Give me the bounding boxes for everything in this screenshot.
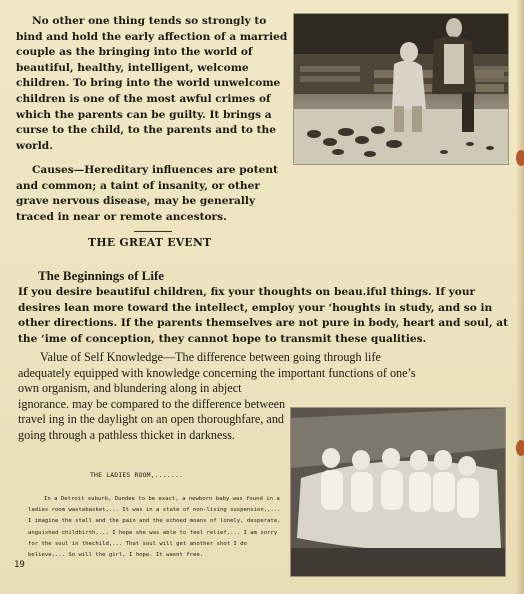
page-tab-marker [516, 440, 524, 456]
section-heading: THE GREAT EVENT [88, 236, 212, 249]
page-number: 19 [14, 560, 25, 570]
paragraph-beginnings: If you desire beautiful children, fix your thoughts on beau.iful things. If your desires lean more toward the intellect, employ your ‘houghts in study, and so in other directions. If the parents themselves are not pure in body, heart and soul, at the ‘ime of conception, they cannot hope to transmit these qualities. [18, 286, 508, 345]
photo-couple-illustration [294, 14, 508, 164]
photo-couple-on-bench [294, 14, 508, 164]
page-tab-marker [516, 150, 524, 166]
photo-infants [291, 408, 505, 576]
typed-note-title: THE LADIES ROOM,....... [90, 471, 184, 479]
paragraph-knowledge-intro [18, 350, 494, 381]
knowledge-line-1: Value of Self Knowledge—The difference between going through life [40, 350, 381, 364]
paragraph-causes: Causes—Hereditary influences are potent and common; a taint of insanity, or other grave nervous disease, may be generally traced in near or remote ancestors. [16, 164, 278, 223]
typed-note-body: In a Detroit suburb, Dundee to be exact, a newborn baby was found in a ladies room wastebasket,... It was in a state of non-living suspension,,... I imagine the stall and the pain and the echoed moans of lonely, desperate, anguished childbirth,... I hope she was able to feel relief,... I am sorry for the soul in thechild,... That soul will get another shot I do believe,... So will the girl, I hope. It wasnt free. [28, 496, 284, 559]
knowledge-line-2: adequately equipped with knowledge concerning the important functions of one’s [18, 365, 416, 380]
paragraph-marriage: No other one thing tends so strongly to bind and hold the early affection of a married couple as the bringing into the world of beautiful, healthy, intelligent, welcome children. To bring into the world unwelcome children is one of the most awful crimes of which the parents can be guilty. It brings a curse to the child, to the parents and to the world. [16, 15, 288, 152]
paragraph-knowledge-rest: own organism, and blundering along in abject ignorance. may be compared to the difference between travel ing in the daylight on an open thoroughfare, and going through a pathless thicket in darkness. [18, 381, 286, 442]
subheading: The Beginnings of Life [38, 268, 165, 283]
page-edge-shadow [516, 0, 524, 594]
photo-infants-illustration [291, 408, 505, 576]
section-divider [134, 231, 172, 232]
